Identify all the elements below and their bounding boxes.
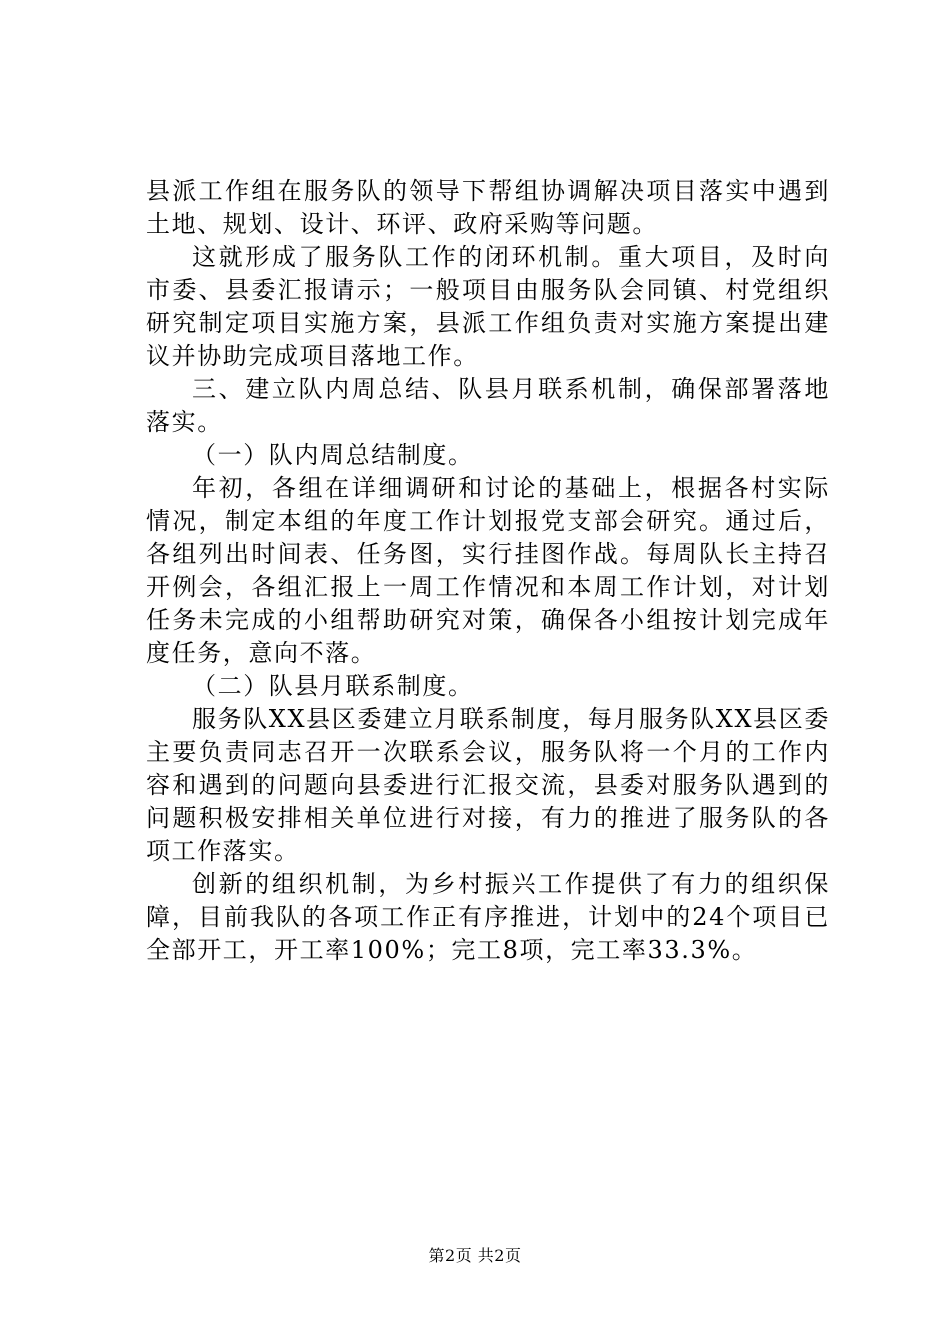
subheading-monthly-contact: （二）队县月联系制度。 [192, 672, 474, 700]
paragraph-conclusion: 创新的组织机制，为乡村振兴工作提供了有力的组织保障，目前我队的各项工作正有序推进，计划中的24个项目已全部开工，开工率100%；完工8项，完工率33.3%。 [146, 870, 830, 964]
paragraph-continuation: 县派工作组在服务队的领导下帮组协调解决项目落实中遇到土地、规划、设计、环评、政府采购等问题。 [146, 177, 830, 238]
paragraph-closed-loop-mechanism: 这就形成了服务队工作的闭环机制。重大项目，及时向市委、县委汇报请示；一般项目由服务队会同镇、村党组织研究制定项目实施方案，县派工作组负责对实施方案提出建议并协助完成项目落地工作。 [146, 243, 830, 370]
paragraph-weekly-summary: 年初，各组在详细调研和讨论的基础上，根据各村实际情况，制定本组的年度工作计划报党支部会研究。通过后，各组列出时间表、任务图，实行挂图作战。每周队长主持召开例会，各组汇报上一周工作情况和本周工作计划，对计划任务未完成的小组帮助研究对策，确保各小组按计划完成年度任务，意向不落。 [146, 474, 830, 667]
paragraph-monthly-contact: 服务队XX县区委建立月联系制度，每月服务队XX县区委主要负责同志召开一次联系会议，服务队将一个月的工作内容和遇到的问题向县委进行汇报交流，县委对服务队遇到的问题积极安排相关单位进行对接，有力的推进了服务队的各项工作落实。 [146, 705, 830, 865]
page-number-footer: 第2页 共2页 [428, 1246, 522, 1265]
subheading-weekly-summary: （一）队内周总结制度。 [192, 441, 474, 469]
document-body [146, 175, 830, 967]
section-heading-three: 三、建立队内周总结、队县月联系机制，确保部署落地落实。 [146, 375, 830, 436]
